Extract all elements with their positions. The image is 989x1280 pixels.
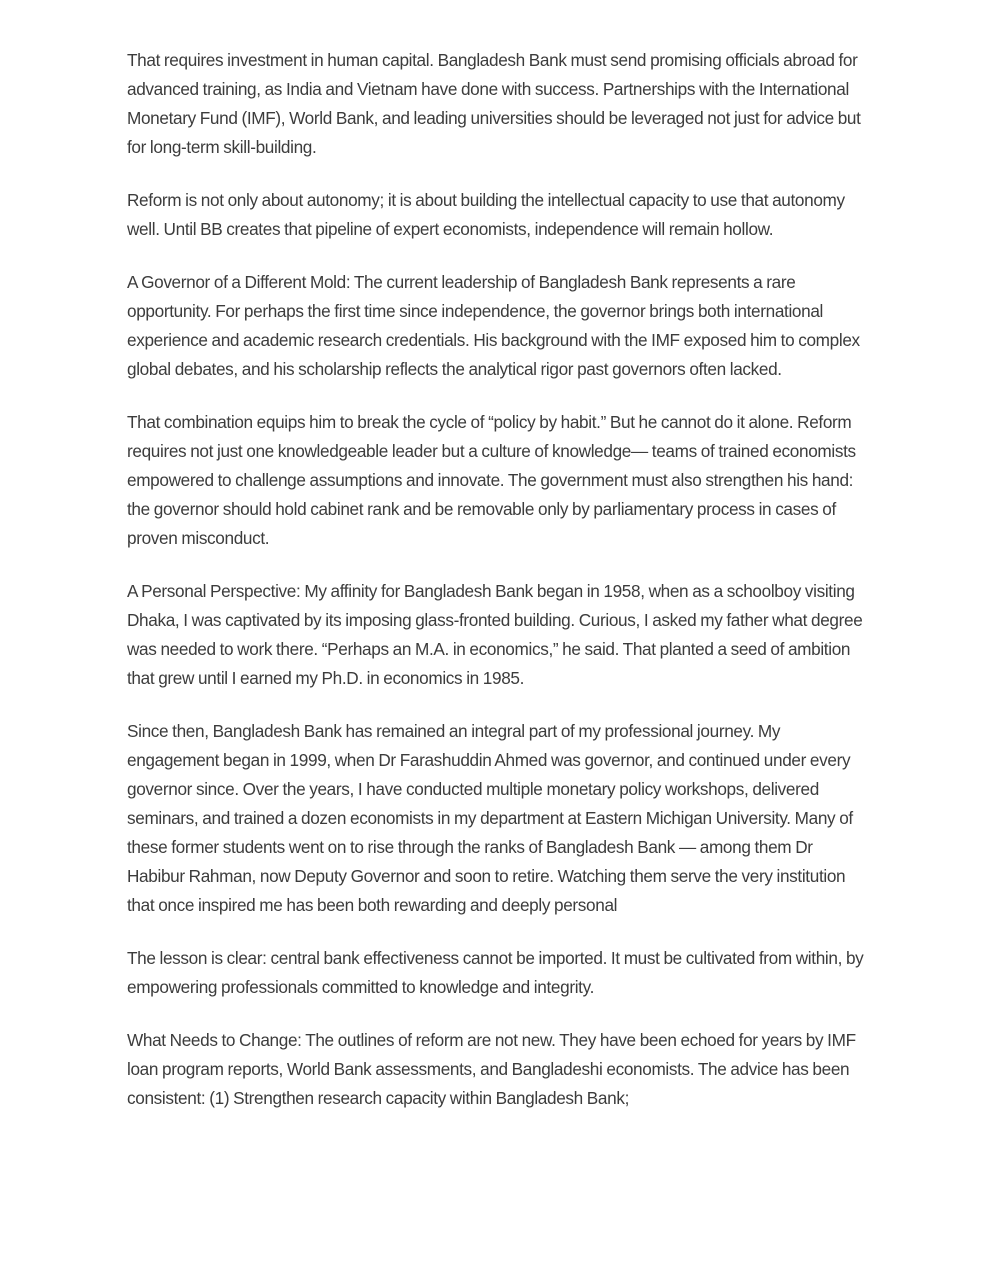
paragraph-combination: That combination equips him to break the cycle of “policy by habit.” But he cannot do it alone. Reform requires not just one knowledgeable leader but a culture of knowledge— teams of trained economists empowered to challenge assumptions and innovate. The government must also strengthen his hand: the governor should hold cabinet rank and be removable only by parliamentary process in cases of proven misconduct. (127, 412, 856, 548)
article-body (127, 46, 867, 1137)
paragraph-since-then: Since then, Bangladesh Bank has remained an integral part of my professional journey. My engagement began in 1999, when Dr Farashuddin Ahmed was governor, and continued under every governor since. Over the years, I have conducted multiple monetary policy workshops, delivered seminars, and trained a dozen economists in my department at Eastern Michigan University. Many of these former students went on to rise through the ranks of Bangladesh Bank — among them Dr Habibur Rahman, now Deputy Governor and soon to retire. Watching them serve the very institution that once inspired me has been both rewarding and deeply personal (127, 721, 853, 915)
paragraph-human-capital: That requires investment in human capital. Bangladesh Bank must send promising officials abroad for advanced training, as India and Vietnam have done with success. Partnerships with the International Monetary Fund (IMF), World Bank, and leading universities should be leveraged not just for advice but for long-term skill-building. (127, 50, 861, 157)
paragraph-lesson: The lesson is clear: central bank effectiveness cannot be imported. It must be cultivated from within, by empowering professionals committed to knowledge and integrity. (127, 948, 864, 997)
paragraph-personal-perspective: A Personal Perspective: My affinity for Bangladesh Bank began in 1958, when as a schoolboy visiting Dhaka, I was captivated by its imposing glass-fronted building. Curious, I asked my father what degree was needed to work there. “Perhaps an M.A. in economics,” he said. That planted a seed of ambition that grew until I earned my Ph.D. in economics in 1985. (127, 581, 863, 688)
paragraph-reform-autonomy: Reform is not only about autonomy; it is about building the intellectual capacity to use that autonomy well. Until BB creates that pipeline of expert economists, independence will remain hollow. (127, 190, 845, 239)
paragraph-governor-different-mold: A Governor of a Different Mold: The current leadership of Bangladesh Bank represents a rare opportunity. For perhaps the first time since independence, the governor brings both international experience and academic research credentials. His background with the IMF exposed him to complex global debates, and his scholarship reflects the analytical rigor past governors often lacked. (127, 272, 860, 379)
paragraph-what-needs-to-change: What Needs to Change: The outlines of reform are not new. They have been echoed for years by IMF loan program reports, World Bank assessments, and Bangladeshi economists. The advice has been consistent: (1) Strengthen research capacity within Bangladesh Bank; (127, 1030, 856, 1108)
